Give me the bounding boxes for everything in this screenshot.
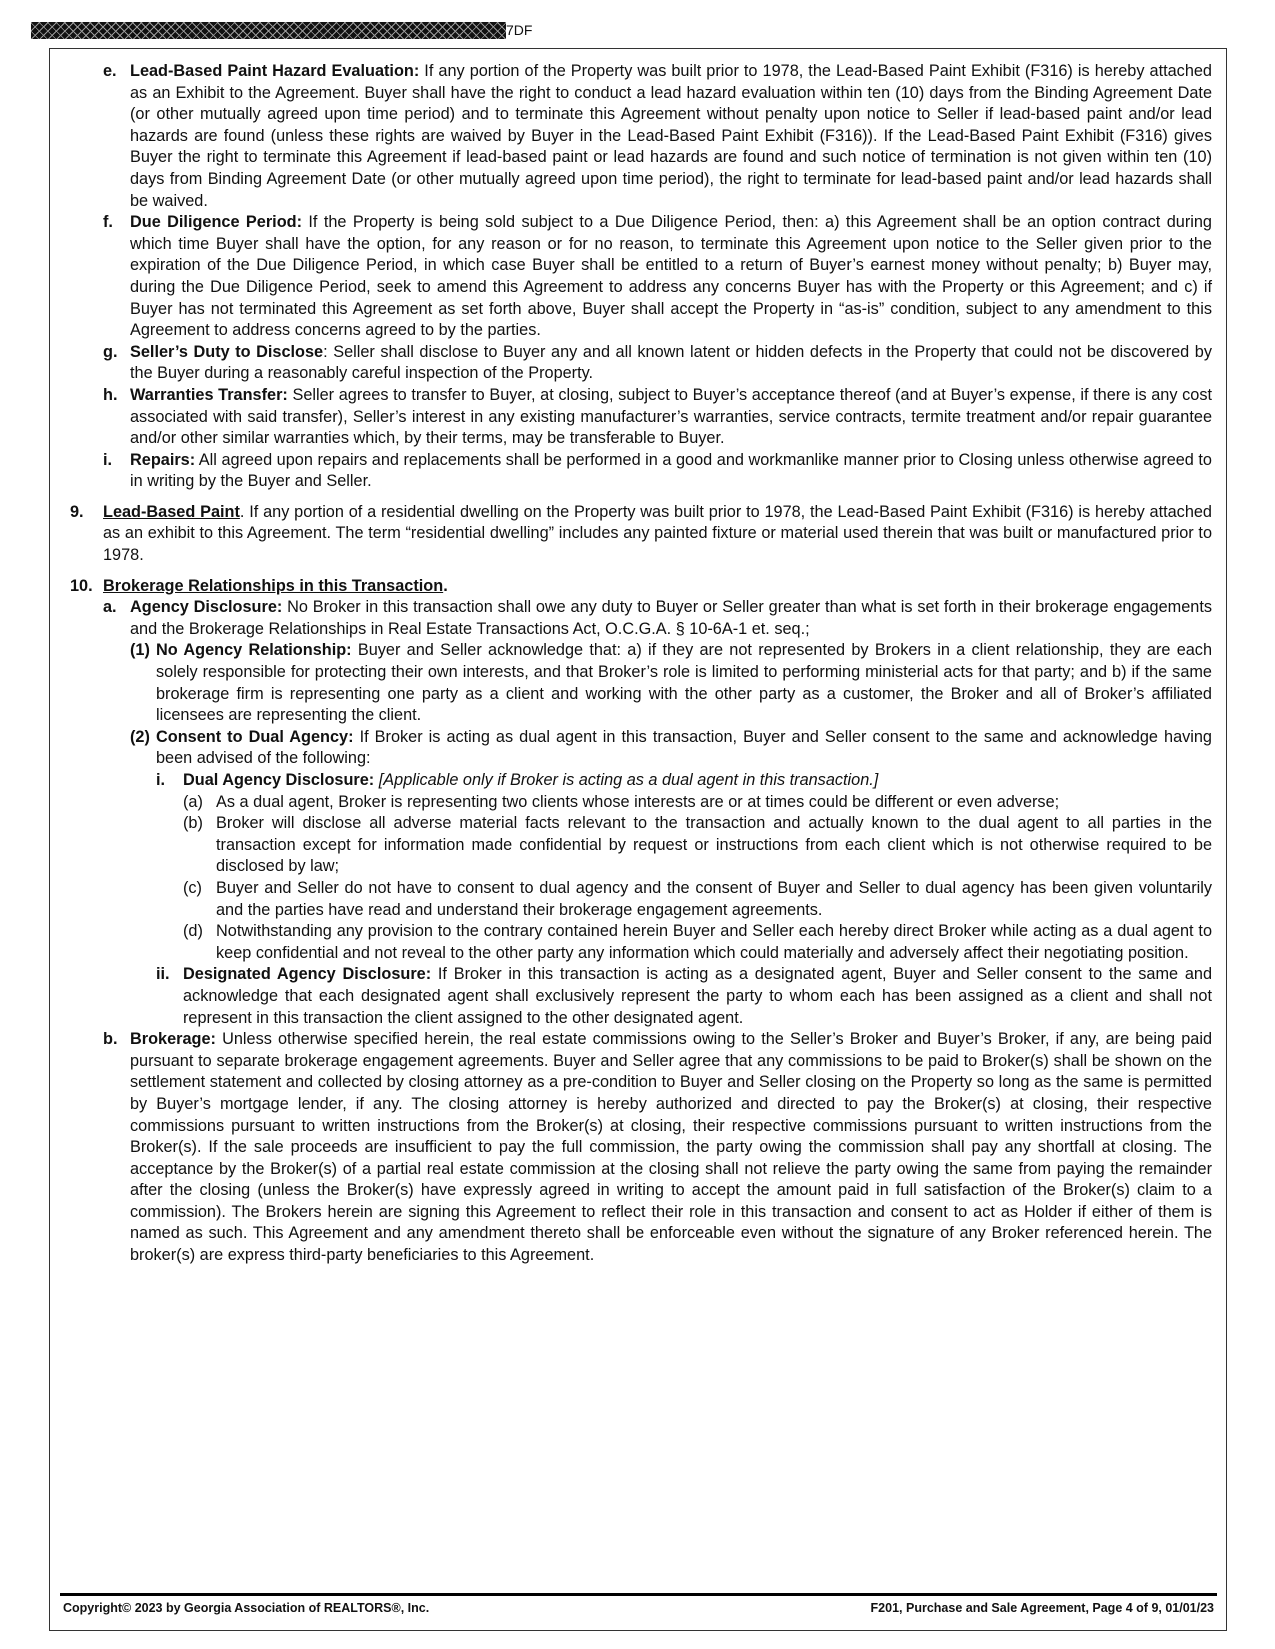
redacted-envelope-id — [31, 22, 506, 39]
section-9: 9. Lead-Based Paint. If any portion of a residential dwelling on the Property was built prior to 1978, the Lead-Based Paint Exhibit (F316) is hereby attached as an exhibit to this Agreement. The term “residential dwelling” includes any painted fixture or material used therein that was built or manufactured prior to 1978. — [70, 502, 1212, 565]
item-title: Dual Agency Disclosure: — [183, 771, 375, 789]
item-10a2i-c: (c) Buyer and Seller do not have to consent to dual agency and the consent of Buyer and Seller to dual agency has been given voluntarily and the parties have read and understand their brokerage engagement agreements. — [183, 878, 1212, 919]
item-title: Agency Disclosure: — [130, 598, 283, 617]
item-10a2: (2) Consent to Dual Agency: If Broker is acting as dual agent in this transaction, Buyer and Seller consent to the same and acknowledge having been advised of the following: — [130, 727, 1212, 768]
footer-form-info: F201, Purchase and Sale Agreement, Page 4 of 9, 01/01/23 — [870, 1601, 1214, 1615]
item-text: Notwithstanding any provision to the contrary contained herein Buyer and Seller each hereby direct Broker while acting as a dual agent to keep confidential and not reveal to the other party any information which could materially and adversely affect their negotiating position. — [216, 922, 1212, 962]
item-f: f. Due Diligence Period: If the Property is being sold subject to a Due Diligence Period, then: a) this Agreement shall be an option contract during which time Buyer shall have the option, for any reason or for no reason, to terminate this Agreement upon notice to the Seller given prior to the expiration of the Due Diligence Period, in which case Buyer shall be entitled to a return of Buyer’s earnest money without penalty; b) Buyer may, during the Due Diligence Period, seek to amend this Agreement to address any concerns Buyer has with the Property or this Agreement; and c) if Buyer has not terminated this Agreement as set forth above, Buyer shall accept the Property in “as-is” condition, subject to any amendment to this Agreement to address concerns agreed to by the parties. — [103, 213, 1212, 340]
item-text: Unless otherwise specified herein, the real estate commissions owing to the Seller’s Broker and Buyer’s Broker, if any, are being paid pursuant to separate brokerage engagement agreements. Buyer and Seller agree that any commissions to be paid to Broker(s) shall be shown on the settlement statement and collected by closing attorney as a pre-condition to Buyer and Seller closing on the Property so long as the same is permitted by Buyer’s mortgage lender, if any. The closing attorney is hereby authorized and directed to pay the Broker(s) at closing, their respective commissions pursuant to written instructions from the Broker(s) at closing, their respective commissions pursuant to written instructions from the Broker(s). If the sale proceeds are insufficient to pay the full commission, the party owing the commission shall pay any shortfall at closing. The acceptance by the Broker(s) of a partial real estate commission at the closing shall not relieve the party owing the same from paying the remainder after the closing (unless the Broker(s) have expressly agreed in writing to accept the amount paid in full satisfaction of the Broker(s) claim to a commission). The Brokers herein are signing this Agreement to reflect their role in this transaction and consent to act as Holder if either of them is named as such. This Agreement and any amendment thereto shall be enforceable even without the signature of any Broker referenced herein. The broker(s) are express third-party beneficiaries to this Agreement. — [130, 1030, 1212, 1265]
item-title: No Agency Relationship: — [156, 641, 352, 660]
item-title: Seller’s Duty to Disclose — [130, 342, 324, 361]
section-title: Lead-Based Paint — [103, 502, 240, 521]
item-10a1: (1) No Agency Relationship: Buyer and Seller acknowledge that: a) if they are not represented by Brokers in a client relationship, they are each solely responsible for protecting their own interests, and that Broker’s role is limited to performing ministerial acts for that party; and b) if the same brokerage firm is representing one party as a client and working with the other party as a customer, the Broker and all of Broker’s affiliated licensees are representing the client. — [130, 641, 1213, 725]
item-title: Designated Agency Disclosure: — [183, 965, 432, 984]
item-10a2i-d: (d) Notwithstanding any provision to the contrary contained herein Buyer and Seller each hereby direct Broker while acting as a dual agent to keep confidential and not reveal to the other party any information which could materially and adversely affect their negotiating position. — [183, 922, 1212, 962]
item-text: If Broker in this transaction is acting as a designated agent, Buyer and Seller consent to the same and acknowledge that each designated agent shall exclusively represent the party to whom each has been assigned as a client and shall not represent in this transaction the client assigned to the other designated agent. — [183, 965, 1213, 1027]
item-text: No Broker in this transaction shall owe any duty to Buyer or Seller greater than what is set forth in their brokerage engagements and the Brokerage Relationships in Real Estate Transactions Act, O.C.G.A. § 10-6A-1 et. seq.; — [130, 598, 1212, 638]
item-title: Repairs: — [130, 450, 196, 469]
item-text: If the Property is being sold subject to a Due Diligence Period, then: a) this Agreement shall be an option contract during which time Buyer shall have the option, for any reason or for no reason, to terminate this Agreement upon notice to the Seller given prior to the expiration of the Due Diligence Period, in which case Buyer shall be entitled to a return of Buyer’s earnest money without penalty; b) Buyer may, during the Due Diligence Period, seek to amend this Agreement to address any concerns Buyer has with the Property or this Agreement; and c) if Buyer has not terminated this Agreement as set forth above, Buyer shall accept the Property in “as-is” condition, subject to any amendment to this Agreement to address concerns agreed to by the parties. — [130, 213, 1212, 340]
section-10-heading: 10. Brokerage Relationships in this Transaction. — [70, 576, 448, 595]
item-10b: b. Brokerage: Unless otherwise specified herein, the real estate commissions owing to the Seller’s Broker and Buyer’s Broker, if any, are being paid pursuant to separate brokerage engagement agreements. Buyer and Seller agree that any commissions to be paid to Broker(s) shall be shown on the settlement statement and collected by closing attorney as a pre-condition to Buyer and Seller closing on the Property so long as the same is permitted by Buyer’s mortgage lender, if any. The closing attorney is hereby authorized and directed to pay the Broker(s) at closing, their respective commissions pursuant to written instructions from the Broker(s) at closing, their respective commissions pursuant to written instructions from the Broker(s). If the sale proceeds are insufficient to pay the full commission, the party owing the commission shall pay any shortfall at closing. The acceptance by the Broker(s) of a partial real estate commission at the closing shall not relieve the party owing the same from paying the remainder after the closing (unless the Broker(s) have expressly agreed in writing to accept the amount paid in full satisfaction of the Broker(s) claim to a commission). The Brokers herein are signing this Agreement to reflect their role in this transaction and consent to act as Holder if either of them is named as such. This Agreement and any amendment thereto shall be enforceable even without the signature of any Broker referenced herein. The broker(s) are express third-party beneficiaries to this Agreement. — [103, 1030, 1212, 1265]
item-title: Lead-Based Paint Hazard Evaluation: — [130, 62, 420, 80]
item-10a2i: i. Dual Agency Disclosure: [Applicable only if Broker is acting as a dual agent in this transaction.] — [156, 771, 879, 789]
item-text: [Applicable only if Broker is acting as a dual agent in this transaction.] — [378, 771, 879, 789]
item-title: Due Diligence Period: — [130, 213, 303, 232]
envelope-code: 7DF — [506, 22, 533, 38]
item-i: i. Repairs: All agreed upon repairs and replacements shall be performed in a good and workmanlike manner prior to Closing unless otherwise agreed to in writing by the Buyer and Seller. — [103, 450, 1212, 491]
footer-rule — [60, 1593, 1217, 1596]
item-10a: a. Agency Disclosure: No Broker in this transaction shall owe any duty to Buyer or Seller greater than what is set forth in their brokerage engagements and the Brokerage Relationships in Real Estate Transactions Act, O.C.G.A. § 10-6A-1 et. seq.; — [103, 598, 1212, 638]
item-text: Buyer and Seller acknowledge that: a) if they are not represented by Brokers in a client relationship, they are each solely responsible for protecting their own interests, and that Broker’s role is limited to performing ministerial acts for that party; and b) if the same brokerage firm is representing one party as a client and working with the other party as a customer, the Broker and all of Broker’s affiliated licensees are representing the client. — [156, 641, 1213, 725]
item-g: g. Seller’s Duty to Disclose: Seller shall disclose to Buyer any and all known latent or hidden defects in the Property that could not be discovered by the Buyer during a reasonably careful inspection of the Property. — [103, 342, 1212, 383]
item-text: All agreed upon repairs and replacements shall be performed in a good and workmanlike manner prior to Closing unless otherwise agreed to in writing by the Buyer and Seller. — [130, 450, 1212, 491]
item-title: Warranties Transfer: — [130, 385, 288, 404]
item-text: Buyer and Seller do not have to consent to dual agency and the consent of Buyer and Seller to dual agency has been given voluntarily and the parties have read and understand their brokerage engagement agreements. — [216, 878, 1212, 919]
item-title: Consent to Dual Agency: — [156, 727, 354, 746]
item-text: As a dual agent, Broker is representing two clients whose interests are or at times could be different or even adverse; — [216, 792, 1060, 811]
document-body — [70, 61, 1212, 1267]
item-text: : Seller shall disclose to Buyer any and all known latent or hidden defects in the Property that could not be discovered by the Buyer during a reasonably careful inspection of the Property. — [130, 342, 1212, 383]
section-title: Brokerage Relationships in this Transaction — [103, 576, 444, 595]
item-10a2i-b: (b) Broker will disclose all adverse material facts relevant to the transaction and actually known to the dual agent to all parties in the transaction except for information made confidential by request or instructions from each client which is not otherwise required to be disclosed by law; — [183, 814, 1212, 876]
item-10a2i-a: (a) As a dual agent, Broker is representing two clients whose interests are or at times could be different or even adverse; — [183, 792, 1060, 811]
item-text: Broker will disclose all adverse material facts relevant to the transaction and actually known to the dual agent to all parties in the transaction except for information made confidential by request or instructions from each client which is not otherwise required to be disclosed by law; — [216, 814, 1212, 876]
item-text: Seller agrees to transfer to Buyer, at closing, subject to Buyer’s acceptance thereof (and at Buyer’s expense, if there is any cost associated with said transfer), Seller’s interest in any existing manufacturer’s warranties, service contracts, termite treatment and/or repair guarantee and/or other similar warranties which, by their terms, may be transferable to Buyer. — [130, 385, 1212, 448]
item-text: If Broker is acting as dual agent in this transaction, Buyer and Seller consent to the same and acknowledge having been advised of the following: — [156, 727, 1212, 768]
footer-copyright: Copyright© 2023 by Georgia Association of REALTORS®, Inc. — [63, 1601, 430, 1615]
section-text: . If any portion of a residential dwelling on the Property was built prior to 1978, the Lead-Based Paint Exhibit (F316) is hereby attached as an exhibit to this Agreement. The term “residential dwelling” includes any painted fixture or material used therein that was built or manufactured prior to 1978. — [103, 502, 1212, 565]
item-10a2ii: ii. Designated Agency Disclosure: If Broker in this transaction is acting as a designated agent, Buyer and Seller consent to the same and acknowledge that each designated agent shall exclusively represent the party to whom each has been assigned as a client and shall not represent in this transaction the client assigned to the other designated agent. — [156, 965, 1213, 1027]
item-h: h. Warranties Transfer: Seller agrees to transfer to Buyer, at closing, subject to Buyer’s acceptance thereof (and at Buyer’s expense, if there is any cost associated with said transfer), Seller’s interest in any existing manufacturer’s warranties, service contracts, termite treatment and/or repair guarantee and/or other similar warranties which, by their terms, may be transferable to Buyer. — [103, 385, 1212, 448]
item-title: Brokerage: — [130, 1030, 216, 1049]
item-text: If any portion of the Property was built prior to 1978, the Lead-Based Paint Exhibit (F316) is hereby attached as an Exhibit to the Agreement. Buyer shall have the right to conduct a lead hazard evaluation within ten (10) days from the Binding Agreement Date (or other mutually agreed upon time period) and to terminate this Agreement without penalty upon notice to Seller if lead-based paint and/or lead hazards are found (unless these rights are waived by Buyer in the Lead-Based Paint Exhibit (F316)). If the Lead-Based Paint Exhibit (F316) gives Buyer the right to terminate this Agreement if lead-based paint or lead hazards are found and such notice of termination is not given within ten (10) days from Binding Agreement Date (or other mutually agreed upon time period), the right to terminate for lead-based paint and/or lead hazards shall be waived. — [130, 62, 1212, 210]
item-e: e. Lead-Based Paint Hazard Evaluation: If any portion of the Property was built prior to 1978, the Lead-Based Paint Exhibit (F316) is hereby attached as an Exhibit to the Agreement. Buyer shall have the right to conduct a lead hazard evaluation within ten (10) days from the Binding Agreement Date (or other mutually agreed upon time period) and to terminate this Agreement without penalty upon notice to Seller if lead-based paint and/or lead hazards are found (unless these rights are waived by Buyer in the Lead-Based Paint Exhibit (F316)). If the Lead-Based Paint Exhibit (F316) gives Buyer the right to terminate this Agreement if lead-based paint or lead hazards are found and such notice of termination is not given within ten (10) days from Binding Agreement Date (or other mutually agreed upon time period), the right to terminate for lead-based paint and/or lead hazards shall be waived. — [103, 62, 1212, 210]
